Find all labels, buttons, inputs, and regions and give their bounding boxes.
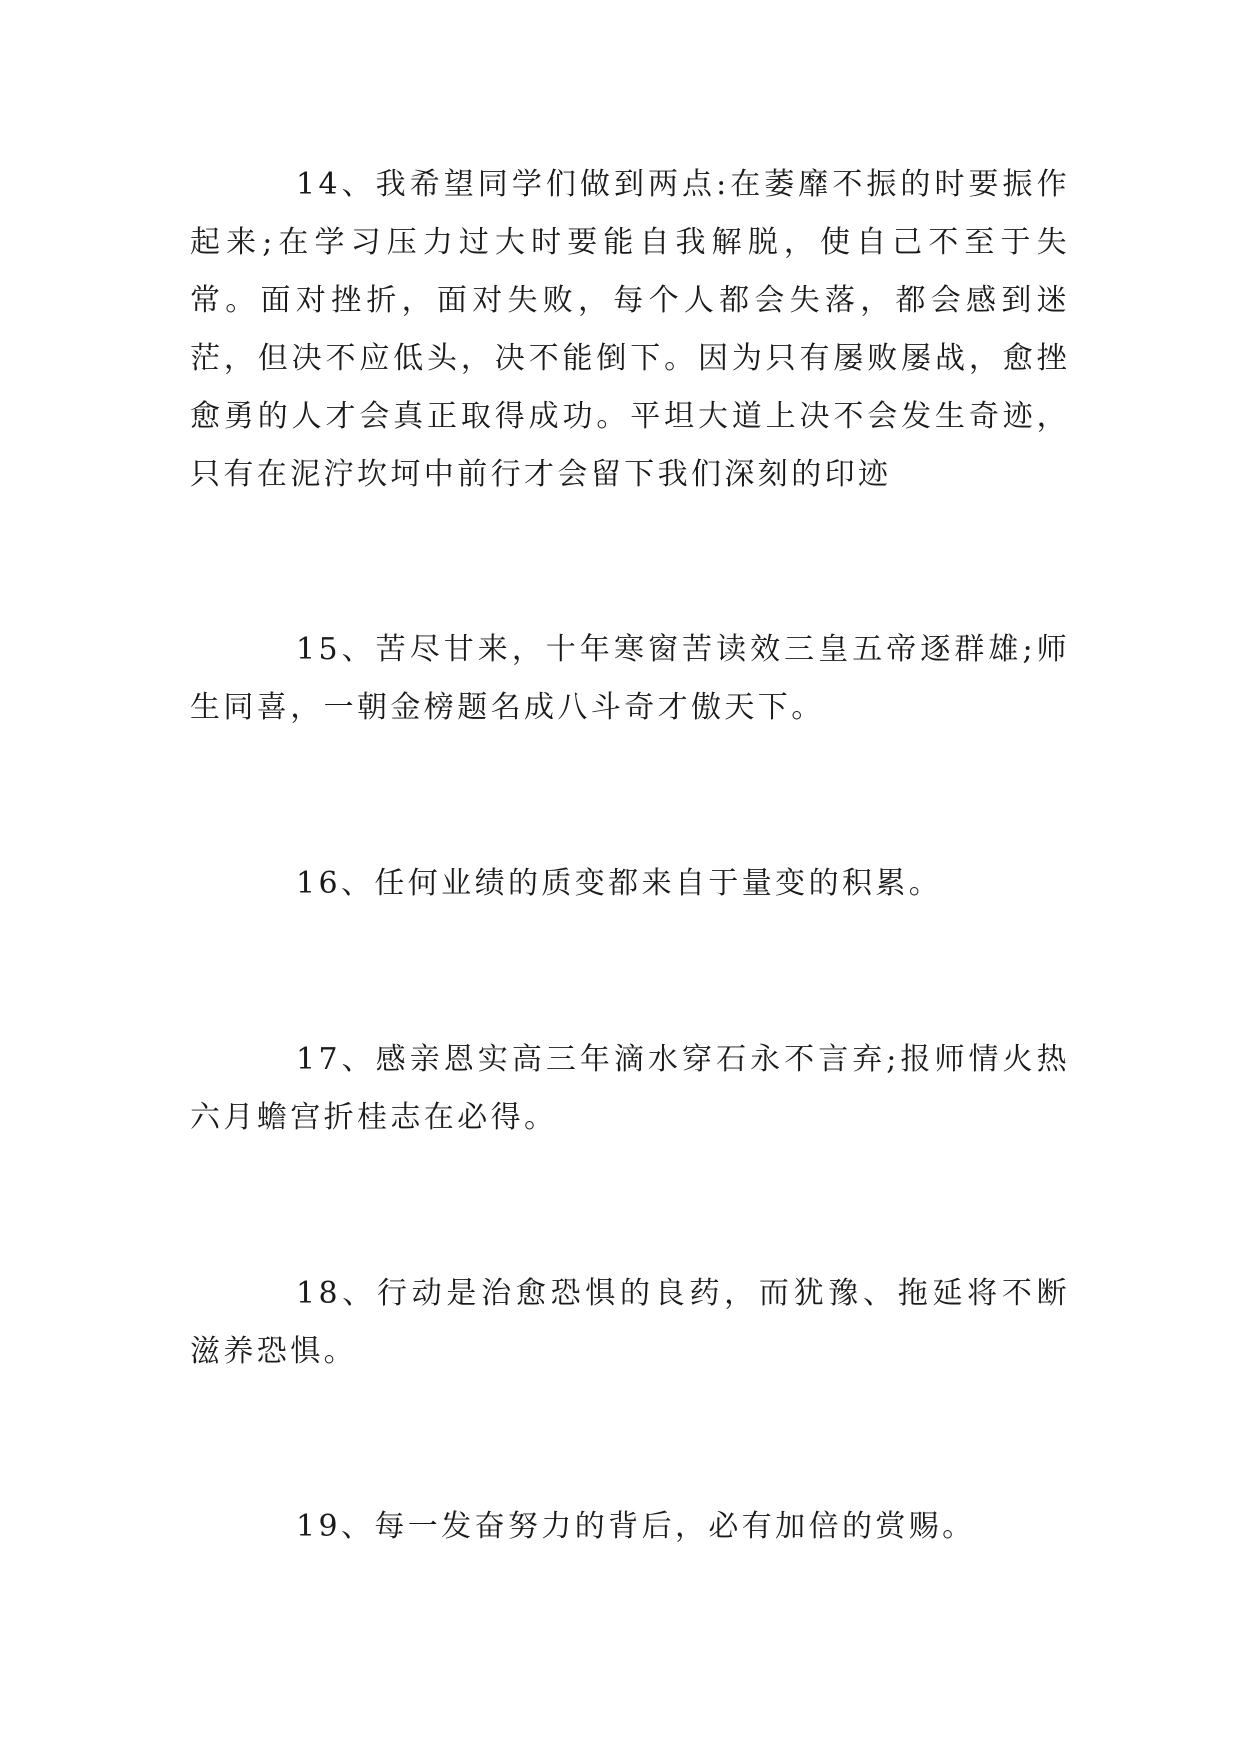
paragraph-18: 18、行动是治愈恐惧的良药，而犹豫、拖延将不断滋养恐惧。 [190, 1276, 1070, 1369]
paragraph-17: 17、感亲恩实高三年滴水穿石永不言弃;报师情火热六月蟾宫折桂志在必得。 [190, 1042, 1070, 1135]
paragraph-19: 19、每一发奋努力的背后，必有加倍的赏赐。 [296, 1509, 976, 1544]
paragraph-16: 16、任何业绩的质变都来自于量变的积累。 [296, 866, 943, 901]
paragraph-14: 14、我希望同学们做到两点:在萎靡不振的时要振作起来;在学习压力过大时要能自我解脱，使自己不至于失常。面对挫折，面对失败，每个人都会失落，都会感到迷茫，但决不应低头，决不能倒下。因为只有屡败屡战，愈挫愈勇的人才会真正取得成功。平坦大道上决不会发生奇迹，只有在泥泞坎坷中前行才会留下我们深刻的印迹 [190, 167, 1070, 492]
paragraph-15: 15、苦尽甘来，十年寒窗苦读效三皇五帝逐群雄;师生同喜，一朝金榜题名成八斗奇才傲天下。 [190, 632, 1070, 725]
